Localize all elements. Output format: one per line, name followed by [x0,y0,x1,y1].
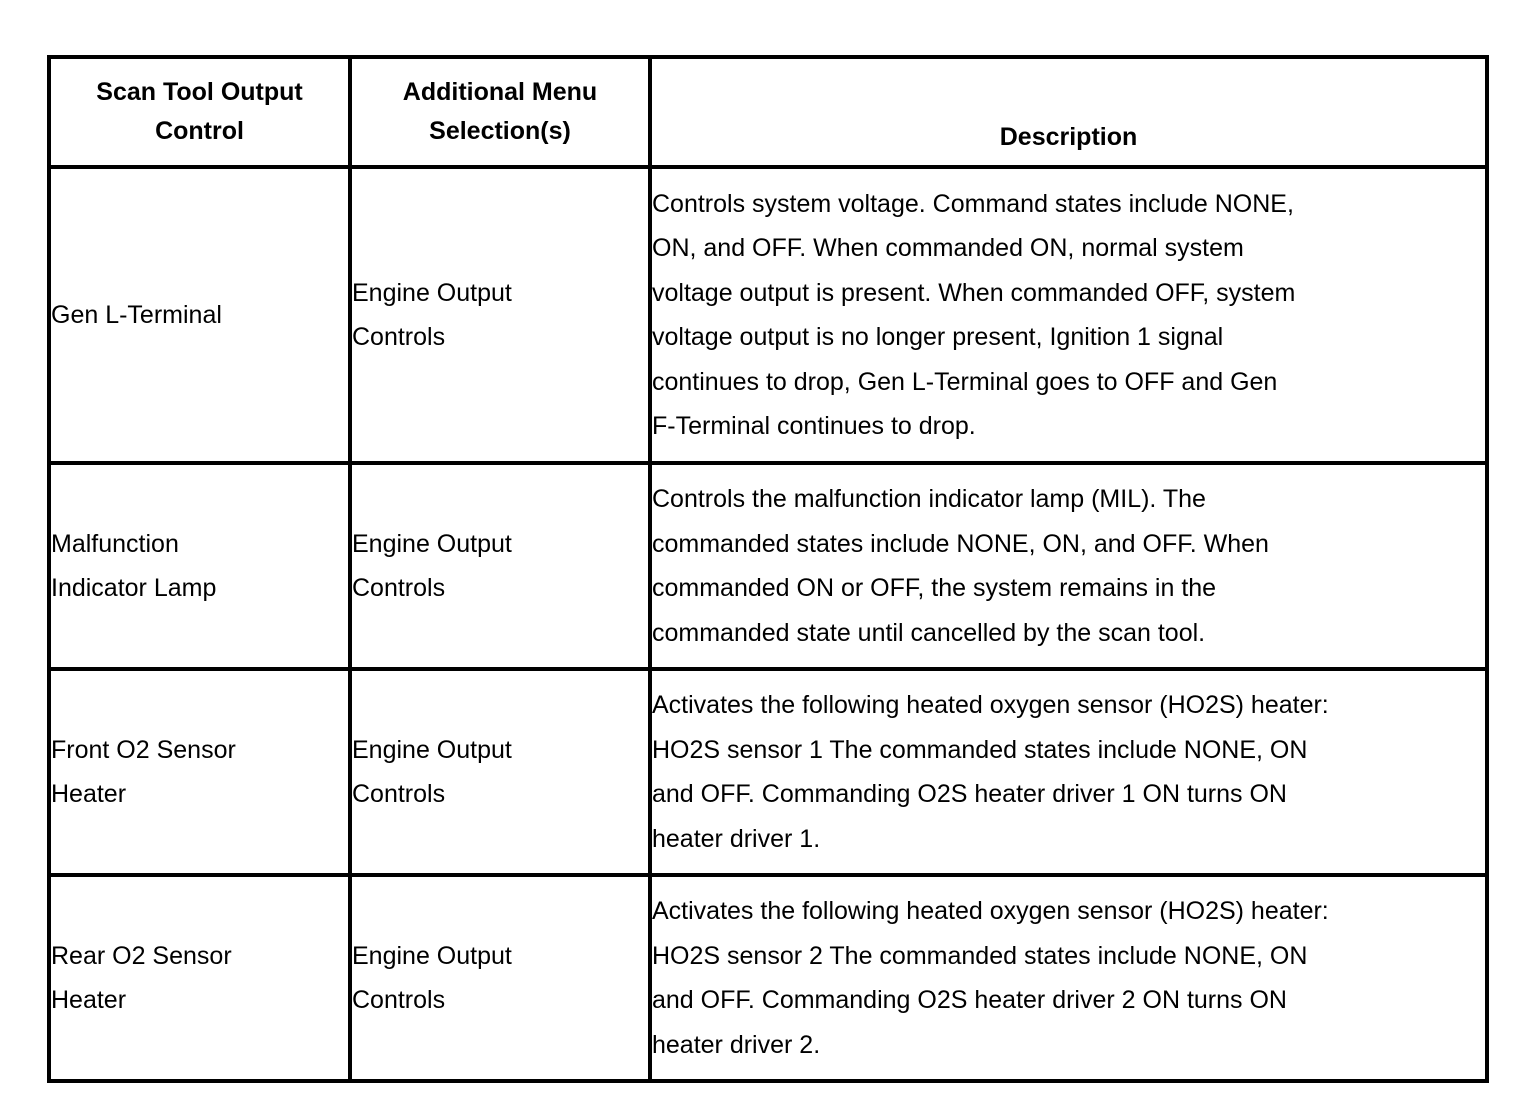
header-text-line: Control [155,117,244,145]
table-header-row [49,57,1487,167]
cell-text-line: Controls [352,780,446,808]
cell-description [650,875,1487,1081]
cell-text-line: Rear O2 Sensor [51,941,232,970]
cell-text-line: Heater [51,986,127,1014]
table-row [49,167,1487,463]
cell-text-line: heater driver 2. [652,1030,821,1059]
header-scan-tool-output-control [49,57,350,167]
cell-text-line: continues to drop, Gen L-Terminal goes to OFF and Gen [652,367,1278,396]
cell-text-line: Heater [51,780,127,808]
cell-text-line: Engine Output [352,941,512,970]
header-additional-menu-selections [350,57,650,167]
cell-text-line: Gen L-Terminal [51,300,222,329]
cell-menu [350,669,650,875]
cell-text-line: Activates the following heated oxygen sensor (HO2S) heater: [652,691,1329,719]
cell-text-line: Engine Output [352,735,512,764]
header-text-line: Additional Menu [402,78,598,106]
cell-text-line: Controls [352,986,446,1014]
cell-control [49,669,350,875]
cell-text-line: ON, and OFF. When commanded ON, normal system [652,234,1244,262]
cell-control [49,463,350,669]
cell-text-line: voltage output is no longer present, Ignition 1 signal [652,323,1224,351]
cell-text-line: and OFF. Commanding O2S heater driver 2 ON turns ON [652,986,1287,1014]
cell-text-line: commanded ON or OFF, the system remains in the [652,574,1217,602]
cell-text-line: voltage output is present. When commanded OFF, system [652,278,1296,307]
cell-text-line: Front O2 Sensor [51,735,236,764]
header-description [650,57,1487,167]
cell-text-line: commanded state until cancelled by the scan tool. [652,618,1206,647]
cell-text-line: commanded states include NONE, ON, and OFF. When [652,529,1269,558]
cell-text-line: F-Terminal continues to drop. [652,412,976,440]
cell-text-line: Malfunction [51,529,179,558]
output-control-table [47,55,1489,1083]
cell-control [49,167,350,463]
cell-text-line: Controls [352,574,446,602]
cell-description [650,167,1487,463]
cell-text-line: heater driver 1. [652,824,821,853]
cell-text-line: Indicator Lamp [51,574,217,602]
cell-description [650,669,1487,875]
cell-text-line: Engine Output [352,529,512,558]
table-row [49,463,1487,669]
cell-text-line: HO2S sensor 2 The commanded states include NONE, ON [652,941,1308,970]
cell-control [49,875,350,1081]
header-text-line: Description [999,123,1138,151]
table-row [49,669,1487,875]
cell-text-line: Controls the malfunction indicator lamp (MIL). The [652,485,1206,513]
cell-text-line: HO2S sensor 1 The commanded states include NONE, ON [652,735,1308,764]
table-row [49,875,1487,1081]
cell-text-line: Engine Output [352,278,512,307]
cell-text-line: and OFF. Commanding O2S heater driver 1 ON turns ON [652,780,1287,808]
cell-menu [350,875,650,1081]
cell-text-line: Controls system voltage. Command states include NONE, [652,189,1294,218]
header-text-line: Selection(s) [429,117,571,145]
cell-menu [350,463,650,669]
cell-description [650,463,1487,669]
header-text-line: Scan Tool Output [96,78,303,106]
cell-text-line: Controls [352,323,446,351]
cell-menu [350,167,650,463]
cell-text-line: Activates the following heated oxygen sensor (HO2S) heater: [652,897,1329,925]
